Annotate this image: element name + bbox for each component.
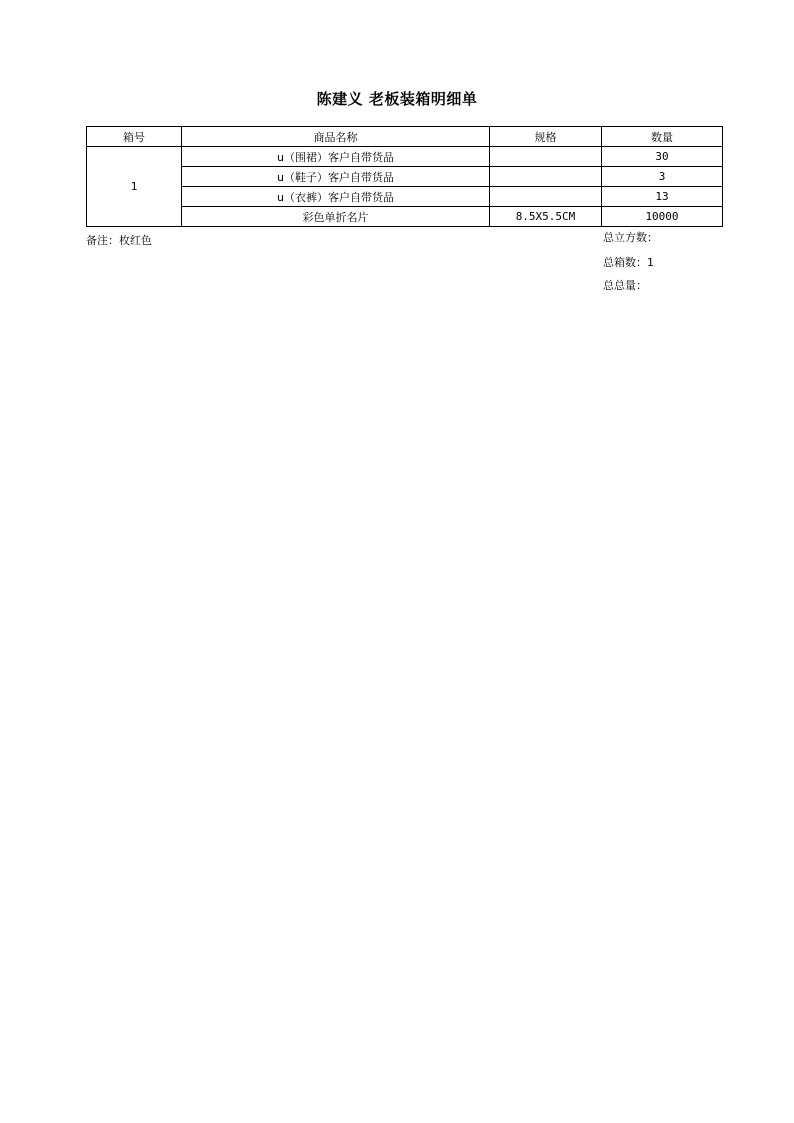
quantity-cell: 10000 [602,207,723,227]
total-volume-label: 总立方数： [603,231,658,244]
total-weight-line [603,277,647,293]
spec-cell [490,167,602,187]
product-name-cell: u（衣裤）客户自带货品 [182,187,490,207]
table-row [87,207,723,227]
quantity-cell: 3 [602,167,723,187]
spec-cell [490,187,602,207]
total-volume-line [603,229,658,245]
total-boxes-value: 1 [647,256,654,269]
table-row [87,147,723,167]
quantity-cell: 30 [602,147,723,167]
table-row [87,167,723,187]
quantity-cell: 13 [602,187,723,207]
total-boxes-label: 总箱数： [603,256,647,269]
table-header-row [87,127,723,147]
table-row [87,187,723,207]
spec-cell [490,147,602,167]
remark-note: 备注：枚红色 [86,234,152,247]
product-name-cell: u（围裙）客户自带货品 [182,147,490,167]
header-spec: 规格 [490,127,602,147]
document-title: 陈建义 老板装箱明细单 [316,90,478,108]
box-number-cell: 1 [87,147,182,227]
spec-cell: 8.5X5.5CM [490,207,602,227]
header-quantity: 数量 [602,127,723,147]
total-boxes-line [603,254,654,270]
total-weight-label: 总总量： [603,279,647,292]
header-box-no: 箱号 [87,127,182,147]
header-product-name: 商品名称 [182,127,490,147]
product-name-cell: 彩色单折名片 [182,207,490,227]
product-name-cell: u（鞋子）客户自带货品 [182,167,490,187]
packing-list-table [86,126,723,227]
